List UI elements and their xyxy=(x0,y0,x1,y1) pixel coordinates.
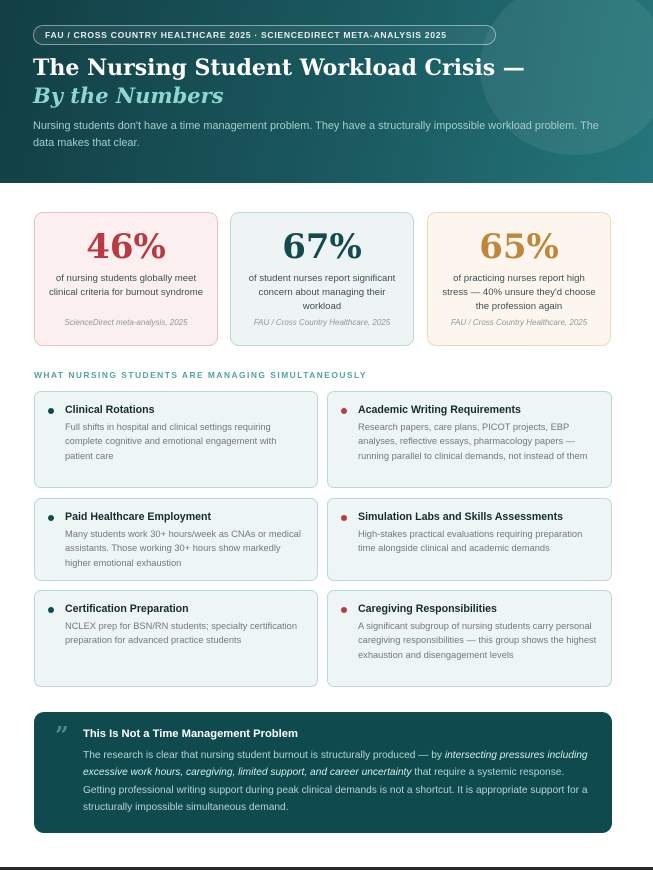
stat-description: of student nurses report significant concern about managing their workload xyxy=(248,273,396,312)
bullet-dot-icon xyxy=(48,408,54,414)
page-title: The Nursing Student Workload Crisis — xyxy=(33,55,525,81)
card-clinical-rotations xyxy=(34,391,318,488)
card-academic-writing xyxy=(327,391,612,488)
stat-source: FAU / Cross Country Healthcare, 2025 xyxy=(253,318,391,327)
callout-body-end: that require a systemic response. Getting professional writing support during peak clinical demands is not a shortcut. It is appropriate support for a structurally impossible simultaneous demand. xyxy=(83,767,588,814)
bullet-dot-icon xyxy=(341,515,347,521)
callout-box xyxy=(34,712,612,833)
bullet-dot-icon xyxy=(341,408,347,414)
card-simulation-labs xyxy=(327,498,612,581)
callout-title: This Is Not a Time Management Problem xyxy=(83,728,298,740)
intro-text: Nursing students don't have a time management problem. They have a structurally impossible workload problem. The data makes that clear. xyxy=(33,120,599,149)
card-body: High-stakes practical evaluations requiring preparation time alongside clinical and academic demands xyxy=(358,529,583,554)
bullet-dot-icon xyxy=(48,607,54,613)
card-paid-employment xyxy=(34,498,318,581)
callout-body-start: The research is clear that nursing student burnout is structurally produced — by xyxy=(83,750,445,761)
card-certification-prep xyxy=(34,590,318,687)
card-body: Research papers, care plans, PICOT projects, EBP analyses, reflective essays, pharmacology papers — running parallel to clinical demands, not instead of them xyxy=(358,422,588,461)
hero-header xyxy=(0,0,653,183)
card-title: Paid Healthcare Employment xyxy=(65,511,212,523)
card-body: Many students work 30+ hours/week as CNAs or medical assistants. Those working 30+ hours show markedly higher emotional exhaustion xyxy=(65,529,301,568)
stat-card-workload-concern xyxy=(230,212,414,346)
stat-card-nurse-stress xyxy=(427,212,611,346)
section-label: WHAT NURSING STUDENTS ARE MANAGING SIMULTANEOUSLY xyxy=(34,370,367,380)
bullet-dot-icon xyxy=(341,607,347,613)
page-subtitle: By the Numbers xyxy=(33,83,224,108)
quote-mark-icon: ” xyxy=(55,721,69,750)
card-title: Academic Writing Requirements xyxy=(358,404,521,416)
card-title: Simulation Labs and Skills Assessments xyxy=(358,511,564,523)
stat-value: 46% xyxy=(86,227,166,267)
card-body: A significant subgroup of nursing students carry personal caregiving responsibilities — this group shows the highest exhaustion and disengagement levels xyxy=(358,621,597,660)
callout-body xyxy=(83,747,592,817)
stat-card-burnout xyxy=(34,212,218,346)
stat-source: FAU / Cross Country Healthcare, 2025 xyxy=(450,318,588,327)
stat-value: 67% xyxy=(282,227,362,267)
card-body: Full shifts in hospital and clinical settings requiring complete cognitive and emotional engagement with patient care xyxy=(65,422,277,461)
stat-source: ScienceDirect meta-analysis, 2025 xyxy=(64,318,188,327)
card-caregiving xyxy=(327,590,612,687)
source-badge: FAU / CROSS COUNTRY HEALTHCARE 2025 · SCIENCEDIRECT META-ANALYSIS 2025 xyxy=(33,25,496,45)
callout-body-emphasis: intersecting pressures including excessive work hours, caregiving, limited support, and career uncertainty xyxy=(83,750,588,779)
stat-value: 65% xyxy=(479,227,559,267)
bullet-dot-icon xyxy=(48,515,54,521)
card-title: Clinical Rotations xyxy=(65,404,155,416)
card-title: Caregiving Responsibilities xyxy=(358,603,497,615)
stat-description: of nursing students globally meet clinical criteria for burnout syndrome xyxy=(48,273,204,298)
stat-description: of practicing nurses report high stress — 40% unsure they'd choose the profession again xyxy=(442,273,596,312)
card-title: Certification Preparation xyxy=(65,603,189,615)
card-body: NCLEX prep for BSN/RN students; specialty certification preparation for advanced practice students xyxy=(65,621,298,646)
